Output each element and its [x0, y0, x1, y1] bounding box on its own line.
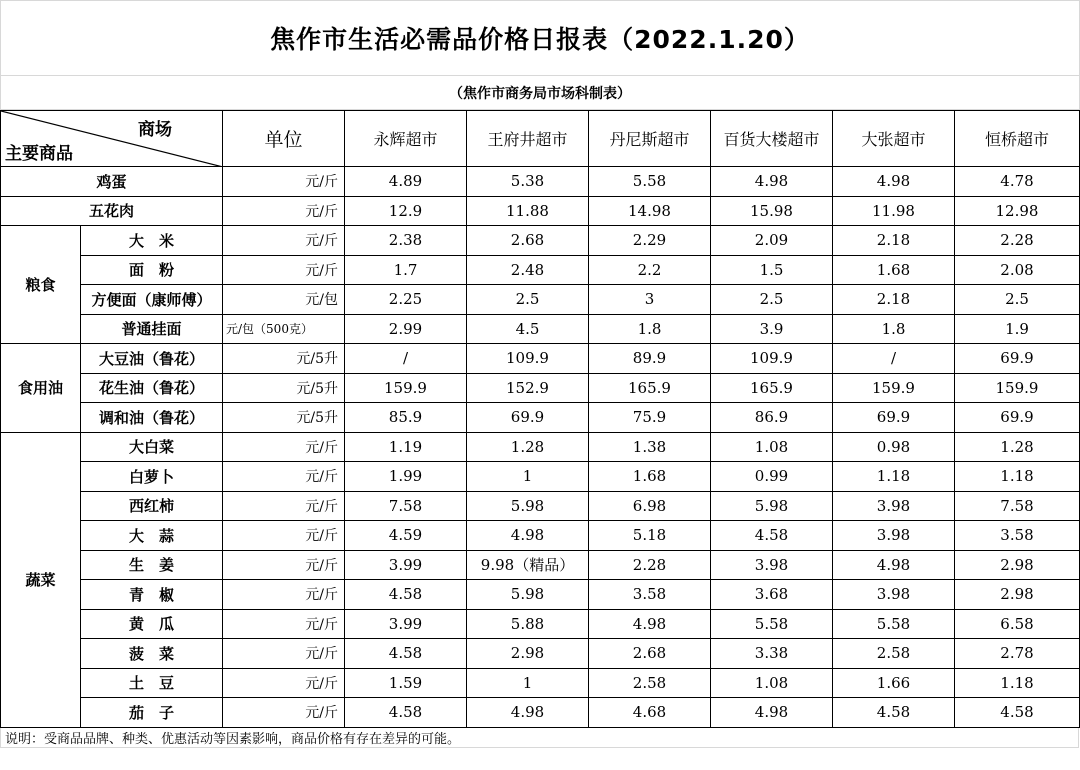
price-cell: 4.98 [711, 167, 833, 197]
price-cell: 4.58 [833, 698, 955, 728]
table-row [1, 196, 1080, 226]
diagonal-header-cell [1, 111, 223, 167]
category-cell: 粮食 [1, 226, 81, 344]
item-name: 白萝卜 [81, 462, 223, 492]
unit-cell: 元/斤 [223, 491, 345, 521]
price-cell: 4.58 [345, 639, 467, 669]
price-cell: 2.25 [345, 285, 467, 315]
footnote: 说明：受商品品牌、种类、优惠活动等因素影响，商品价格有存在差异的可能。 [0, 728, 1079, 748]
price-cell: 1.18 [955, 668, 1080, 698]
price-cell: 4.58 [345, 698, 467, 728]
price-cell: 5.18 [589, 521, 711, 551]
price-cell: 1 [467, 462, 589, 492]
price-cell: 1.08 [711, 432, 833, 462]
price-cell: 159.9 [955, 373, 1080, 403]
price-cell: 4.58 [345, 580, 467, 610]
price-cell: 1.99 [345, 462, 467, 492]
table-row [1, 580, 1080, 610]
unit-cell: 元/斤 [223, 668, 345, 698]
table-row [1, 432, 1080, 462]
price-cell: 89.9 [589, 344, 711, 374]
price-cell: 1.18 [955, 462, 1080, 492]
price-cell: 4.78 [955, 167, 1080, 197]
item-name: 黄 瓜 [81, 609, 223, 639]
price-cell: 69.9 [467, 403, 589, 433]
price-cell: 2.99 [345, 314, 467, 344]
table-row [1, 285, 1080, 315]
price-cell: 109.9 [711, 344, 833, 374]
category-cell: 食用油 [1, 344, 81, 433]
price-cell: 2.98 [955, 550, 1080, 580]
table-row [1, 668, 1080, 698]
item-name: 方便面（康师傅） [81, 285, 223, 315]
price-cell: 12.98 [955, 196, 1080, 226]
unit-cell: 元/斤 [223, 521, 345, 551]
price-cell: 4.98 [467, 698, 589, 728]
price-cell: 2.5 [711, 285, 833, 315]
price-cell: 4.98 [589, 609, 711, 639]
price-cell: 152.9 [467, 373, 589, 403]
price-cell: 12.9 [345, 196, 467, 226]
unit-cell: 元/斤 [223, 196, 345, 226]
price-cell: 2.18 [833, 285, 955, 315]
table-row [1, 550, 1080, 580]
price-cell: 2.78 [955, 639, 1080, 669]
price-cell: 2.58 [589, 668, 711, 698]
price-cell: 15.98 [711, 196, 833, 226]
price-cell: 1.08 [711, 668, 833, 698]
price-cell: 4.98 [711, 698, 833, 728]
price-cell: 2.18 [833, 226, 955, 256]
price-cell: 1.9 [955, 314, 1080, 344]
unit-cell: 元/包 [223, 285, 345, 315]
price-cell: 0.98 [833, 432, 955, 462]
price-cell: 2.98 [955, 580, 1080, 610]
price-cell: 86.9 [711, 403, 833, 433]
table-row [1, 462, 1080, 492]
table-row [1, 167, 1080, 197]
price-cell: 2.68 [589, 639, 711, 669]
price-cell: 69.9 [833, 403, 955, 433]
price-cell: 1.18 [833, 462, 955, 492]
unit-cell: 元/斤 [223, 609, 345, 639]
price-cell: 5.98 [467, 580, 589, 610]
price-cell: 3.38 [711, 639, 833, 669]
price-cell: 3.98 [833, 580, 955, 610]
item-name: 土 豆 [81, 668, 223, 698]
price-cell: 3.68 [711, 580, 833, 610]
table-row [1, 373, 1080, 403]
unit-cell: 元/斤 [223, 639, 345, 669]
report-title: 焦作市生活必需品价格日报表（2022.1.20） [0, 0, 1080, 75]
unit-cell: 元/斤 [223, 167, 345, 197]
item-name: 茄 子 [81, 698, 223, 728]
price-cell: 5.58 [711, 609, 833, 639]
price-cell: 5.38 [467, 167, 589, 197]
price-table [0, 110, 1080, 728]
price-cell: 4.58 [711, 521, 833, 551]
price-cell: 5.98 [711, 491, 833, 521]
item-name: 五花肉 [1, 196, 223, 226]
item-name: 普通挂面 [81, 314, 223, 344]
price-cell: 4.68 [589, 698, 711, 728]
price-cell: 1.66 [833, 668, 955, 698]
price-cell: 4.98 [833, 550, 955, 580]
price-cell: 14.98 [589, 196, 711, 226]
price-cell: 4.59 [345, 521, 467, 551]
price-cell: 165.9 [589, 373, 711, 403]
price-cell: 5.98 [467, 491, 589, 521]
item-name: 菠 菜 [81, 639, 223, 669]
store-header: 百货大楼超市 [711, 111, 833, 167]
price-cell: / [345, 344, 467, 374]
item-name: 西红柿 [81, 491, 223, 521]
price-cell: 2.28 [955, 226, 1080, 256]
price-cell: 11.98 [833, 196, 955, 226]
price-cell: 1.19 [345, 432, 467, 462]
price-cell: 5.58 [833, 609, 955, 639]
price-cell: 2.68 [467, 226, 589, 256]
price-cell: 1.5 [711, 255, 833, 285]
price-cell: 3 [589, 285, 711, 315]
price-cell: 4.5 [467, 314, 589, 344]
price-cell: 4.58 [955, 698, 1080, 728]
item-name: 大 米 [81, 226, 223, 256]
price-cell: 4.98 [833, 167, 955, 197]
price-cell: 1.68 [589, 462, 711, 492]
price-cell: 2.38 [345, 226, 467, 256]
table-row [1, 521, 1080, 551]
unit-cell: 元/5升 [223, 373, 345, 403]
table-row [1, 698, 1080, 728]
table-row [1, 344, 1080, 374]
item-name: 生 姜 [81, 550, 223, 580]
price-cell: 2.09 [711, 226, 833, 256]
price-cell: 2.28 [589, 550, 711, 580]
price-cell: 1.8 [589, 314, 711, 344]
price-cell: 3.9 [711, 314, 833, 344]
price-cell: 9.98（精品） [467, 550, 589, 580]
table-row [1, 403, 1080, 433]
price-cell: 3.98 [711, 550, 833, 580]
price-cell: 2.58 [833, 639, 955, 669]
price-cell: 1.7 [345, 255, 467, 285]
unit-cell: 元/5升 [223, 344, 345, 374]
table-row [1, 639, 1080, 669]
price-cell: 1.68 [833, 255, 955, 285]
price-cell: 5.88 [467, 609, 589, 639]
price-cell: 3.58 [589, 580, 711, 610]
table-row [1, 226, 1080, 256]
price-cell: 7.58 [955, 491, 1080, 521]
store-axis-label: 商场 [138, 120, 172, 140]
price-cell: 1.28 [467, 432, 589, 462]
unit-header: 单位 [223, 111, 345, 167]
unit-cell: 元/包（500克） [223, 314, 345, 344]
price-cell: 1.38 [589, 432, 711, 462]
unit-cell: 元/斤 [223, 550, 345, 580]
price-cell: 159.9 [345, 373, 467, 403]
price-cell: 2.5 [467, 285, 589, 315]
unit-cell: 元/斤 [223, 462, 345, 492]
price-cell: 75.9 [589, 403, 711, 433]
unit-cell: 元/斤 [223, 255, 345, 285]
price-cell: 109.9 [467, 344, 589, 374]
price-cell: 2.2 [589, 255, 711, 285]
price-cell: 4.98 [467, 521, 589, 551]
price-cell: 2.29 [589, 226, 711, 256]
price-cell: 1.59 [345, 668, 467, 698]
price-cell: 1.28 [955, 432, 1080, 462]
price-cell: 7.58 [345, 491, 467, 521]
report-subtitle: （焦作市商务局市场科制表） [0, 75, 1080, 110]
store-header: 永辉超市 [345, 111, 467, 167]
store-header: 丹尼斯超市 [589, 111, 711, 167]
price-cell: 11.88 [467, 196, 589, 226]
item-name: 大豆油（鲁花） [81, 344, 223, 374]
price-cell: 3.98 [833, 491, 955, 521]
store-header: 恒桥超市 [955, 111, 1080, 167]
item-name: 青 椒 [81, 580, 223, 610]
price-cell: 3.99 [345, 550, 467, 580]
table-row [1, 314, 1080, 344]
item-name: 鸡蛋 [1, 167, 223, 197]
store-header: 大张超市 [833, 111, 955, 167]
price-cell: 2.48 [467, 255, 589, 285]
unit-cell: 元/斤 [223, 698, 345, 728]
table-row [1, 609, 1080, 639]
item-name: 大白菜 [81, 432, 223, 462]
price-cell: 1.8 [833, 314, 955, 344]
price-cell: / [833, 344, 955, 374]
table-row [1, 491, 1080, 521]
price-cell: 5.58 [589, 167, 711, 197]
item-name: 面 粉 [81, 255, 223, 285]
category-cell: 蔬菜 [1, 432, 81, 727]
price-cell: 6.58 [955, 609, 1080, 639]
item-name: 大 蒜 [81, 521, 223, 551]
price-cell: 1 [467, 668, 589, 698]
table-row [1, 255, 1080, 285]
table-header-row [1, 111, 1080, 167]
price-cell: 85.9 [345, 403, 467, 433]
price-cell: 159.9 [833, 373, 955, 403]
price-cell: 2.98 [467, 639, 589, 669]
unit-cell: 元/斤 [223, 580, 345, 610]
price-cell: 3.98 [833, 521, 955, 551]
item-name: 花生油（鲁花） [81, 373, 223, 403]
price-cell: 2.08 [955, 255, 1080, 285]
unit-cell: 元/5升 [223, 403, 345, 433]
unit-cell: 元/斤 [223, 226, 345, 256]
price-cell: 4.89 [345, 167, 467, 197]
price-cell: 0.99 [711, 462, 833, 492]
goods-axis-label: 主要商品 [5, 144, 73, 164]
price-cell: 69.9 [955, 344, 1080, 374]
unit-cell: 元/斤 [223, 432, 345, 462]
price-cell: 2.5 [955, 285, 1080, 315]
price-cell: 6.98 [589, 491, 711, 521]
price-cell: 3.58 [955, 521, 1080, 551]
price-cell: 3.99 [345, 609, 467, 639]
store-header: 王府井超市 [467, 111, 589, 167]
price-cell: 165.9 [711, 373, 833, 403]
price-cell: 69.9 [955, 403, 1080, 433]
item-name: 调和油（鲁花） [81, 403, 223, 433]
